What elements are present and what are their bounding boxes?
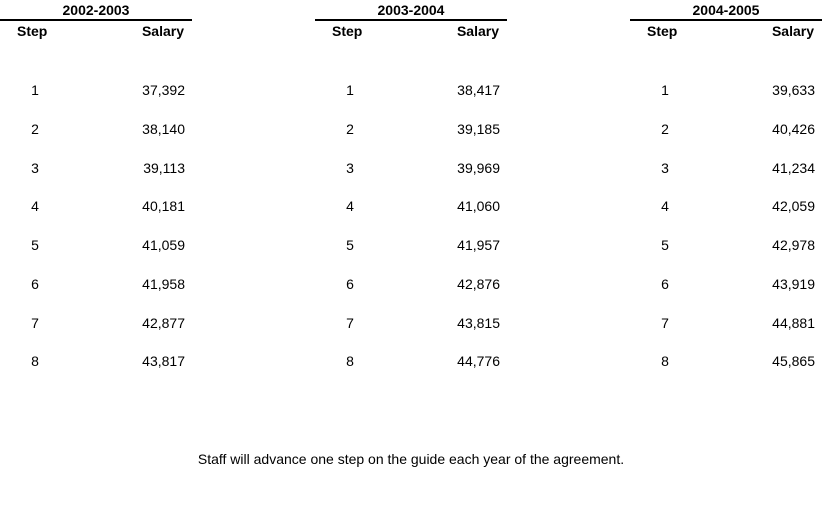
table-row [315,81,507,99]
salary-cell: 39,113 [143,160,185,176]
table-row [315,120,507,138]
year-title: 2002-2003 [62,2,130,18]
salary-cell: 43,919 [772,276,815,292]
table-row [0,159,192,177]
step-column-header: Step [332,23,363,39]
table-row [630,197,822,215]
salary-cell: 38,140 [142,121,185,137]
step-cell: 2 [31,121,39,137]
salary-cell: 39,185 [457,121,500,137]
table-row [315,352,507,370]
step-cell: 3 [661,160,669,176]
step-cell: 1 [346,82,354,98]
table-row [630,314,822,332]
salary-cell: 40,426 [772,121,815,137]
step-cell: 6 [346,276,354,292]
salary-cell: 42,877 [142,315,185,331]
salary-cell: 41,234 [772,160,815,176]
salary-cell: 41,060 [457,198,500,214]
table-row [0,314,192,332]
table-row [0,236,192,254]
salary-cell: 42,876 [457,276,500,292]
table-row [630,81,822,99]
step-cell: 3 [31,160,39,176]
table-row [0,352,192,370]
step-cell: 5 [31,237,39,253]
step-cell: 7 [31,315,39,331]
step-cell: 6 [661,276,669,292]
salary-cell: 42,059 [772,198,815,214]
table-row [0,197,192,215]
salary-cell: 45,865 [772,353,815,369]
salary-cell: 43,817 [142,353,185,369]
step-cell: 5 [661,237,669,253]
salary-cell: 42,978 [772,237,815,253]
table-row [0,275,192,293]
table-row [0,120,192,138]
table-row [315,236,507,254]
table-row [315,275,507,293]
salary-cell: 44,881 [772,315,815,331]
step-cell: 7 [661,315,669,331]
table-row [630,159,822,177]
step-cell: 8 [31,353,39,369]
salary-cell: 43,815 [457,315,500,331]
step-cell: 4 [661,198,669,214]
year-title: 2004-2005 [692,2,760,18]
step-cell: 4 [346,198,354,214]
table-row [315,314,507,332]
salary-cell: 37,392 [142,82,185,98]
title-underline [0,19,192,21]
step-cell: 5 [346,237,354,253]
step-cell: 2 [346,121,354,137]
year-title: 2003-2004 [377,2,445,18]
salary-cell: 38,417 [457,82,500,98]
table-row [315,159,507,177]
step-column-header: Step [17,23,48,39]
step-cell: 1 [661,82,669,98]
salary-cell: 41,958 [142,276,185,292]
step-cell: 8 [661,353,669,369]
salary-cell: 39,633 [772,82,815,98]
table-row [630,120,822,138]
salary-cell: 41,059 [142,237,185,253]
title-underline [630,19,822,21]
salary-column-header: Salary [141,23,184,39]
step-cell: 3 [346,160,354,176]
salary-column-header: Salary [456,23,499,39]
step-cell: 7 [346,315,354,331]
step-column-header: Step [647,23,678,39]
salary-cell: 44,776 [457,353,500,369]
step-cell: 4 [31,198,39,214]
salary-cell: 41,957 [457,237,500,253]
table-row [0,81,192,99]
title-underline [315,19,507,21]
step-cell: 6 [31,276,39,292]
table-row [630,352,822,370]
step-cell: 1 [31,82,39,98]
salary-column-header: Salary [771,23,814,39]
table-row [630,236,822,254]
step-cell: 2 [661,121,669,137]
table-row [315,197,507,215]
salary-cell: 39,969 [457,160,500,176]
step-cell: 8 [346,353,354,369]
footnote-text: Staff will advance one step on the guide each year of the agreement. [197,451,625,467]
salary-cell: 40,181 [142,198,185,214]
table-row [630,275,822,293]
